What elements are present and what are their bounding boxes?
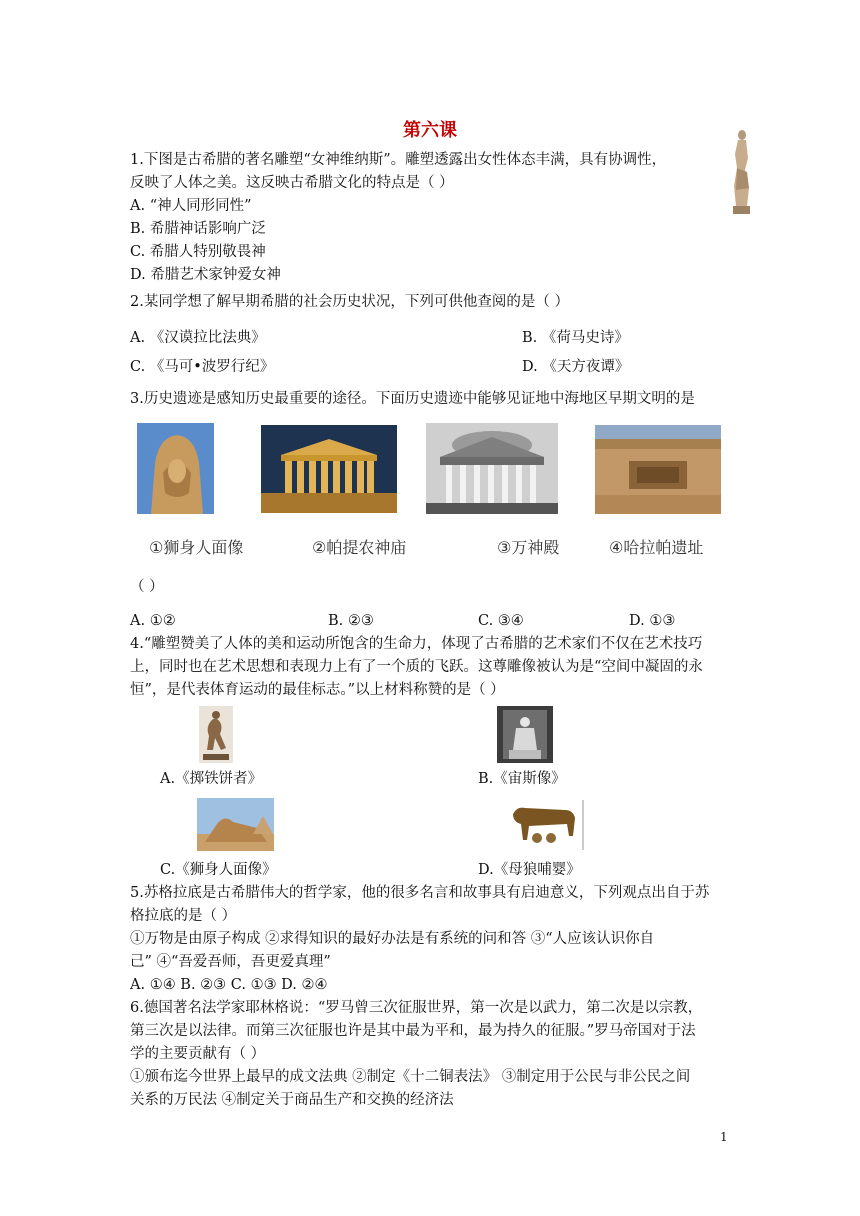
- q2-option-d: D. 《天方夜谭》: [522, 359, 630, 375]
- sphinx-small-image: [197, 798, 274, 851]
- q6-stem-line2: 第三次是以法律。而第三次征服也许是其中最为平和，最为持久的征服。”罗马帝国对于法: [130, 1023, 696, 1039]
- q6-stem-line3: 学的主要贡献有（ ）: [130, 1046, 266, 1062]
- zeus-statue-image: [497, 706, 553, 763]
- q3-option-a: A. ①②: [130, 613, 176, 629]
- caption-pantheon: ③万神殿: [497, 538, 560, 557]
- pantheon-image: [426, 423, 558, 514]
- q4-option-d: D.《母狼哺婴》: [478, 862, 581, 878]
- sphinx-image: [137, 423, 214, 514]
- q5-options: A. ①④ B. ②③ C. ①③ D. ②④: [130, 977, 328, 993]
- q6-stem-line1: 6.德国著名法学家耶林格说：“罗马曾三次征服世界，第一次是以武力，第二次是以宗教，: [130, 1000, 703, 1016]
- she-wolf-image: [507, 796, 586, 853]
- discobolus-image: [199, 706, 233, 763]
- q3-option-b: B. ②③: [328, 613, 374, 629]
- q1-option-d: D. 希腊艺术家钟爱女神: [130, 267, 281, 283]
- caption-parthenon: ②帕提农神庙: [312, 538, 407, 557]
- q4-option-b: B.《宙斯像》: [478, 771, 566, 787]
- q2-stem: 2.某同学想了解早期希腊的社会历史状况，下列可供他查阅的是（ ）: [130, 294, 569, 310]
- q5-stem-line1: 5.苏格拉底是古希腊伟大的哲学家，他的很多名言和故事具有启迪意义，下列观点出自于苏: [130, 885, 710, 901]
- venus-statue-image: [728, 128, 754, 216]
- q3-stem: 3.历史遗迹是感知历史最重要的途径。下面历史遗迹中能够见证地中海地区早期文明的是: [130, 391, 695, 407]
- q4-option-a: A.《掷铁饼者》: [160, 771, 263, 787]
- q1-option-a: A. “神人同形同性”: [130, 198, 252, 214]
- page-number: 1: [720, 1130, 728, 1144]
- q4-stem-line3: 恒”，是代表体育运动的最佳标志。”以上材料称赞的是（ ）: [130, 682, 505, 698]
- q4-stem-line1: 4.“雕塑赞美了人体的美和运动所饱含的生命力，体现了古希腊的艺术家们不仅在艺术技巧: [130, 636, 703, 652]
- q1-option-c: C. 希腊人特别敬畏神: [130, 244, 266, 260]
- q5-stem-line2: 格拉底的是（ ）: [130, 908, 237, 924]
- page-title: 第六课: [403, 120, 457, 141]
- harappa-image: [595, 425, 721, 514]
- caption-harappa: ④哈拉帕遗址: [609, 538, 704, 557]
- q3-option-c: C. ③④: [478, 613, 524, 629]
- q6-statements-line2: 关系的万民法 ④制定关于商品生产和交换的经济法: [130, 1092, 454, 1108]
- q2-option-a: A. 《汉谟拉比法典》: [130, 330, 266, 346]
- q1-option-b: B. 希腊神话影响广泛: [130, 221, 266, 237]
- q6-statements-line1: ①颁布迄今世界上最早的成文法典 ②制定《十二铜表法》 ③制定用于公民与非公民之间: [130, 1069, 691, 1085]
- q4-option-c: C.《狮身人面像》: [160, 862, 277, 878]
- q5-statements-line1: ①万物是由原子构成 ②求得知识的最好办法是有系统的问和答 ③“人应该认识你自: [130, 931, 655, 947]
- q2-option-b: B. 《荷马史诗》: [522, 330, 629, 346]
- q3-option-d: D. ①③: [629, 613, 676, 629]
- q1-stem-line2: 反映了人体之美。这反映古希腊文化的特点是（ ）: [130, 175, 454, 191]
- q4-stem-line2: 上，同时也在艺术思想和表现力上有了一个质的飞跃。这尊雕像被认为是“空间中凝固的永: [130, 659, 703, 675]
- q2-option-c: C. 《马可•波罗行纪》: [130, 359, 275, 375]
- parthenon-image: [261, 425, 397, 513]
- caption-sphinx: ①狮身人面像: [149, 538, 244, 557]
- q5-statements-line2: 己” ④“吾爱吾师，吾更爱真理”: [130, 954, 331, 970]
- q1-stem-line1: 1.下图是古希腊的著名雕塑“女神维纳斯”。雕塑透露出女性体态丰满，具有协调性，: [130, 152, 667, 168]
- q3-answer-blank: （ ）: [130, 579, 164, 595]
